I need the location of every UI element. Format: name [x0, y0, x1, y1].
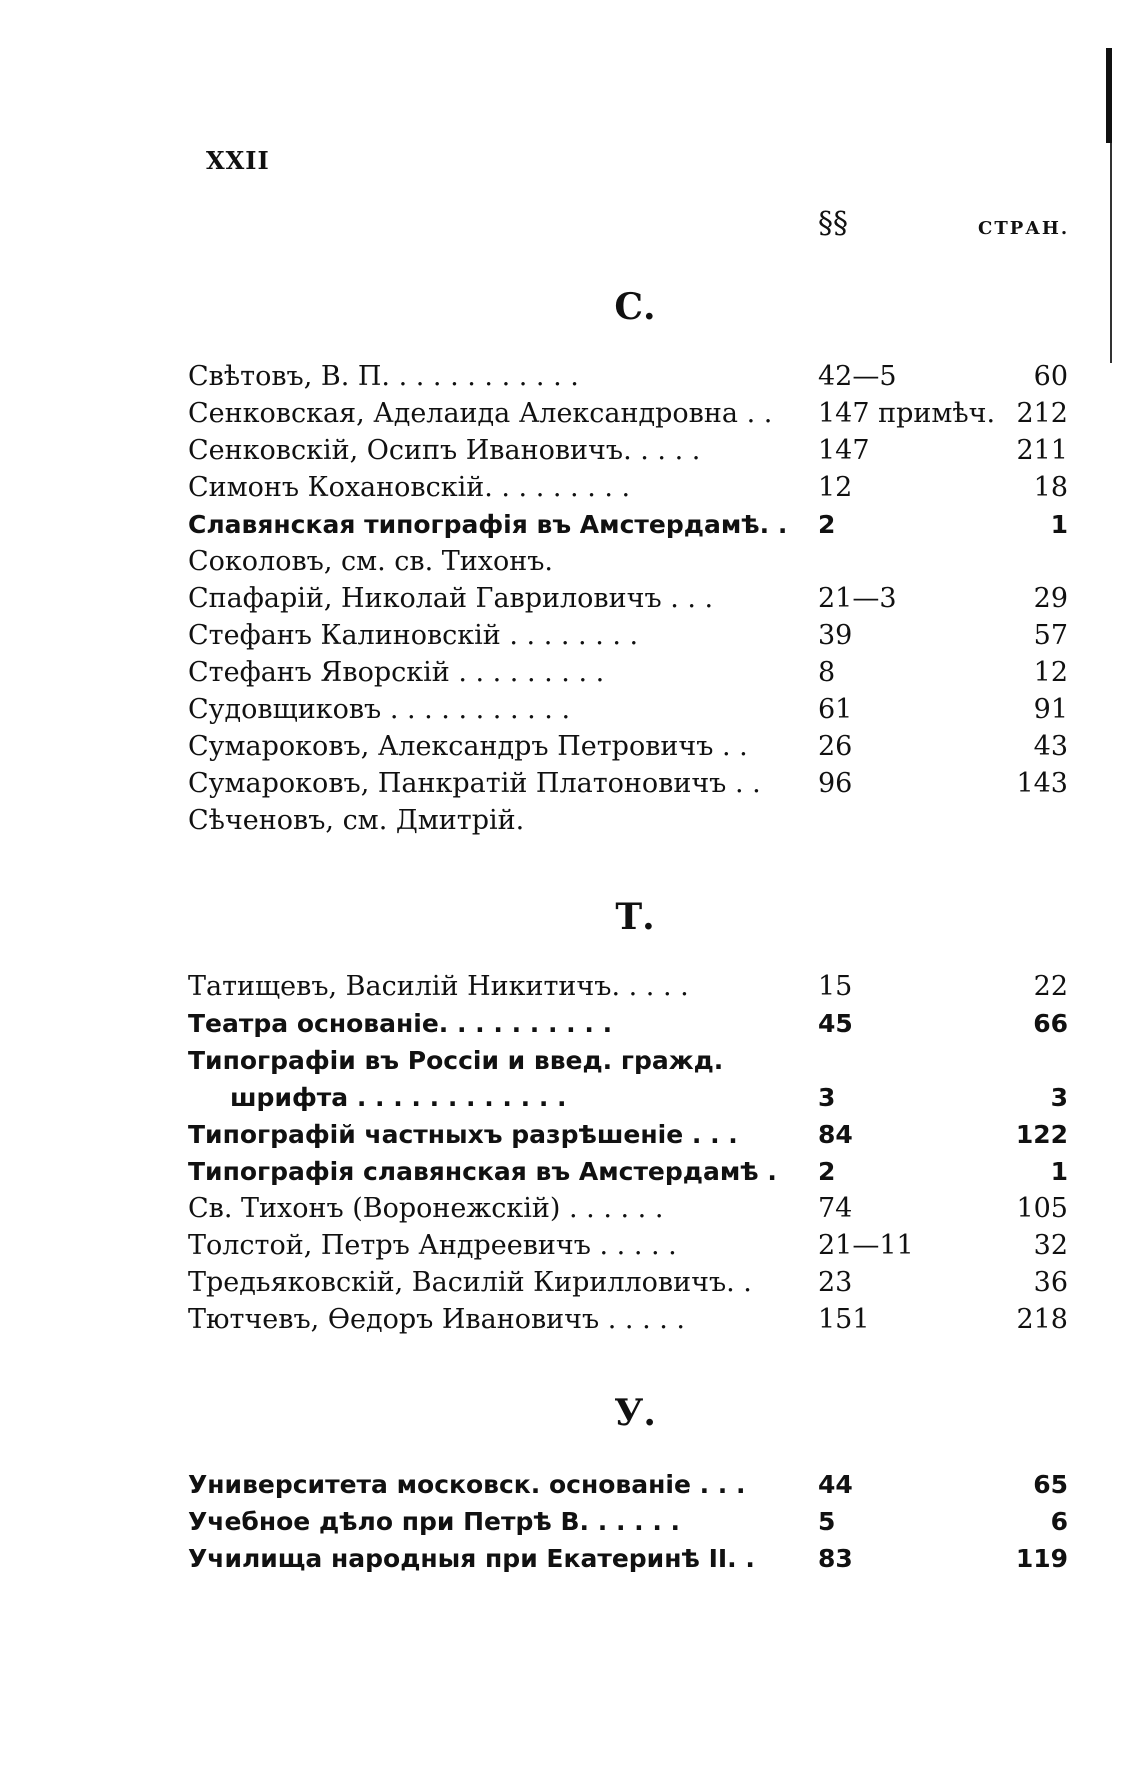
- entry-name: Св. Тихонъ (Воронежскій) . . . . . .: [188, 1193, 664, 1224]
- entry-page-number: 3: [1050, 1083, 1068, 1112]
- entry-name: Тредьяковскій, Василій Кирилловичъ. .: [188, 1267, 752, 1298]
- entry-name: Тютчевъ, Ѳедоръ Ивановичъ . . . . .: [188, 1304, 686, 1335]
- index-entry: [188, 1116, 1068, 1153]
- entry-page-number: 57: [1033, 620, 1068, 651]
- column-header-pages: СТРАН.: [978, 218, 1070, 239]
- entry-section-ref: 84: [818, 1120, 853, 1149]
- entry-name: Театра основаніе. . . . . . . . . .: [188, 1009, 613, 1038]
- entry-name: Сенковская, Аделаида Александровна . .: [188, 398, 773, 429]
- entry-page-number: 12: [1033, 657, 1068, 688]
- index-entry: [188, 617, 1068, 654]
- entry-section-ref: 8: [818, 657, 836, 688]
- entry-page-number: 211: [1016, 435, 1068, 466]
- entry-page-number: 122: [1015, 1120, 1068, 1149]
- index-entry: [188, 1466, 1068, 1503]
- entry-name: Университета московск. основаніе . . .: [188, 1470, 746, 1499]
- index-entry: [188, 395, 1068, 432]
- entry-name: Типографіи въ Россіи и введ. гражд.: [188, 1046, 724, 1075]
- entry-section-ref: 147 примѣч.: [818, 398, 996, 429]
- section-letter: Т.: [615, 896, 655, 938]
- index-entry: [188, 1190, 1068, 1227]
- entry-page-number: 143: [1016, 768, 1068, 799]
- entry-section-ref: 26: [818, 731, 853, 762]
- entry-section-ref: 15: [818, 971, 853, 1002]
- entry-section-ref: 83: [818, 1544, 853, 1573]
- entry-page-number: 218: [1016, 1304, 1068, 1335]
- entry-section-ref: 39: [818, 620, 853, 651]
- entry-name: Училища народныя при Екатеринѣ II. .: [188, 1544, 755, 1573]
- section-letter: С.: [614, 286, 656, 328]
- entry-name: Сумароковъ, Панкратій Платоновичъ . .: [188, 768, 761, 799]
- index-entry: [188, 1503, 1068, 1540]
- entry-section-ref: 96: [818, 768, 853, 799]
- entry-name: Свѣтовъ, В. П. . . . . . . . . . . .: [188, 361, 579, 392]
- index-entry: [188, 765, 1068, 802]
- entry-name: Сѣченовъ, см. Дмитрій.: [188, 805, 525, 836]
- index-entry: [188, 543, 1068, 580]
- entry-section-ref: 12: [818, 472, 853, 503]
- entry-section-ref: 21—3: [818, 583, 897, 614]
- entry-name: Татищевъ, Василій Никитичъ. . . . .: [188, 971, 689, 1002]
- entry-page-number: 91: [1033, 694, 1068, 725]
- entry-section-ref: 45: [818, 1009, 853, 1038]
- entry-section-ref: 3: [818, 1083, 836, 1112]
- index-entry: [188, 728, 1068, 765]
- entry-name: Типографій частныхъ разрѣшеніе . . .: [188, 1120, 738, 1149]
- entry-section-ref: 151: [818, 1304, 870, 1335]
- entry-name: Стефанъ Калиновскій . . . . . . . .: [188, 620, 639, 651]
- entry-section-ref: 74: [818, 1193, 853, 1224]
- index-entry: [188, 1042, 1068, 1079]
- index-entry: [188, 1301, 1068, 1338]
- entry-page-number: 22: [1033, 971, 1068, 1002]
- index-entry: [188, 1005, 1068, 1042]
- entry-page-number: 105: [1016, 1193, 1068, 1224]
- entry-page-number: 6: [1050, 1507, 1068, 1536]
- index-entry: [188, 1227, 1068, 1264]
- entry-name: Стефанъ Яворскій . . . . . . . . .: [188, 657, 605, 688]
- entry-page-number: 119: [1015, 1544, 1068, 1573]
- index-entry: [188, 1264, 1068, 1301]
- entry-name: Сенковскій, Осипъ Ивановичъ. . . . .: [188, 435, 701, 466]
- entry-section-ref: 23: [818, 1267, 853, 1298]
- index-entry: [188, 1079, 1068, 1116]
- entry-name: Толстой, Петръ Андреевичъ . . . . .: [188, 1230, 677, 1261]
- entry-section-ref: 2: [818, 510, 836, 539]
- index-entry: [188, 506, 1068, 543]
- index-section: [188, 968, 1068, 1338]
- entry-page-number: 1: [1050, 510, 1068, 539]
- index-entry: [188, 580, 1068, 617]
- index-entry: [188, 691, 1068, 728]
- entry-page-number: 32: [1033, 1230, 1068, 1261]
- index-entry: [188, 1540, 1068, 1577]
- entry-page-number: 1: [1050, 1157, 1068, 1186]
- entry-page-number: 212: [1016, 398, 1068, 429]
- entry-name: Учебное дѣло при Петрѣ В. . . . . .: [188, 1507, 681, 1536]
- entry-name: Спафарій, Николай Гавриловичъ . . .: [188, 583, 714, 614]
- column-header-sections: §§: [818, 206, 848, 241]
- page-edge-line: [1110, 143, 1112, 363]
- entry-name: Типографія славянская въ Амстердамѣ .: [188, 1157, 777, 1186]
- entry-section-ref: 42—5: [818, 361, 897, 392]
- index-section: [188, 358, 1068, 839]
- entry-name: Судовщиковъ . . . . . . . . . . .: [188, 694, 571, 725]
- entry-page-number: 36: [1033, 1267, 1068, 1298]
- entry-section-ref: 147: [818, 435, 870, 466]
- entry-page-number: 43: [1033, 731, 1068, 762]
- index-section: [188, 1466, 1068, 1577]
- index-entry: [188, 432, 1068, 469]
- entry-section-ref: 5: [818, 1507, 836, 1536]
- entry-name: Славянская типографія въ Амстердамѣ. .: [188, 510, 788, 539]
- index-entry: [188, 654, 1068, 691]
- index-entry: [188, 1153, 1068, 1190]
- section-letter: У.: [614, 1392, 656, 1434]
- entry-section-ref: 21—11: [818, 1230, 914, 1261]
- entry-section-ref: 61: [818, 694, 853, 725]
- index-entry: [188, 469, 1068, 506]
- index-entry: [188, 358, 1068, 395]
- index-entry: [188, 968, 1068, 1005]
- entry-section-ref: 44: [818, 1470, 853, 1499]
- entry-name: шрифта . . . . . . . . . . . .: [230, 1083, 567, 1112]
- entry-name: Соколовъ, см. св. Тихонъ.: [188, 546, 554, 577]
- entry-section-ref: 2: [818, 1157, 836, 1186]
- entry-page-number: 29: [1033, 583, 1068, 614]
- entry-name: Сумароковъ, Александръ Петровичъ . .: [188, 731, 748, 762]
- entry-page-number: 18: [1033, 472, 1068, 503]
- entry-name: Симонъ Кохановскій. . . . . . . . .: [188, 472, 631, 503]
- entry-page-number: 65: [1033, 1470, 1068, 1499]
- entry-page-number: 66: [1033, 1009, 1068, 1038]
- entry-page-number: 60: [1033, 361, 1068, 392]
- page-edge-shadow: [1106, 48, 1112, 143]
- page-number: XXII: [206, 146, 270, 175]
- index-entry: [188, 802, 1068, 839]
